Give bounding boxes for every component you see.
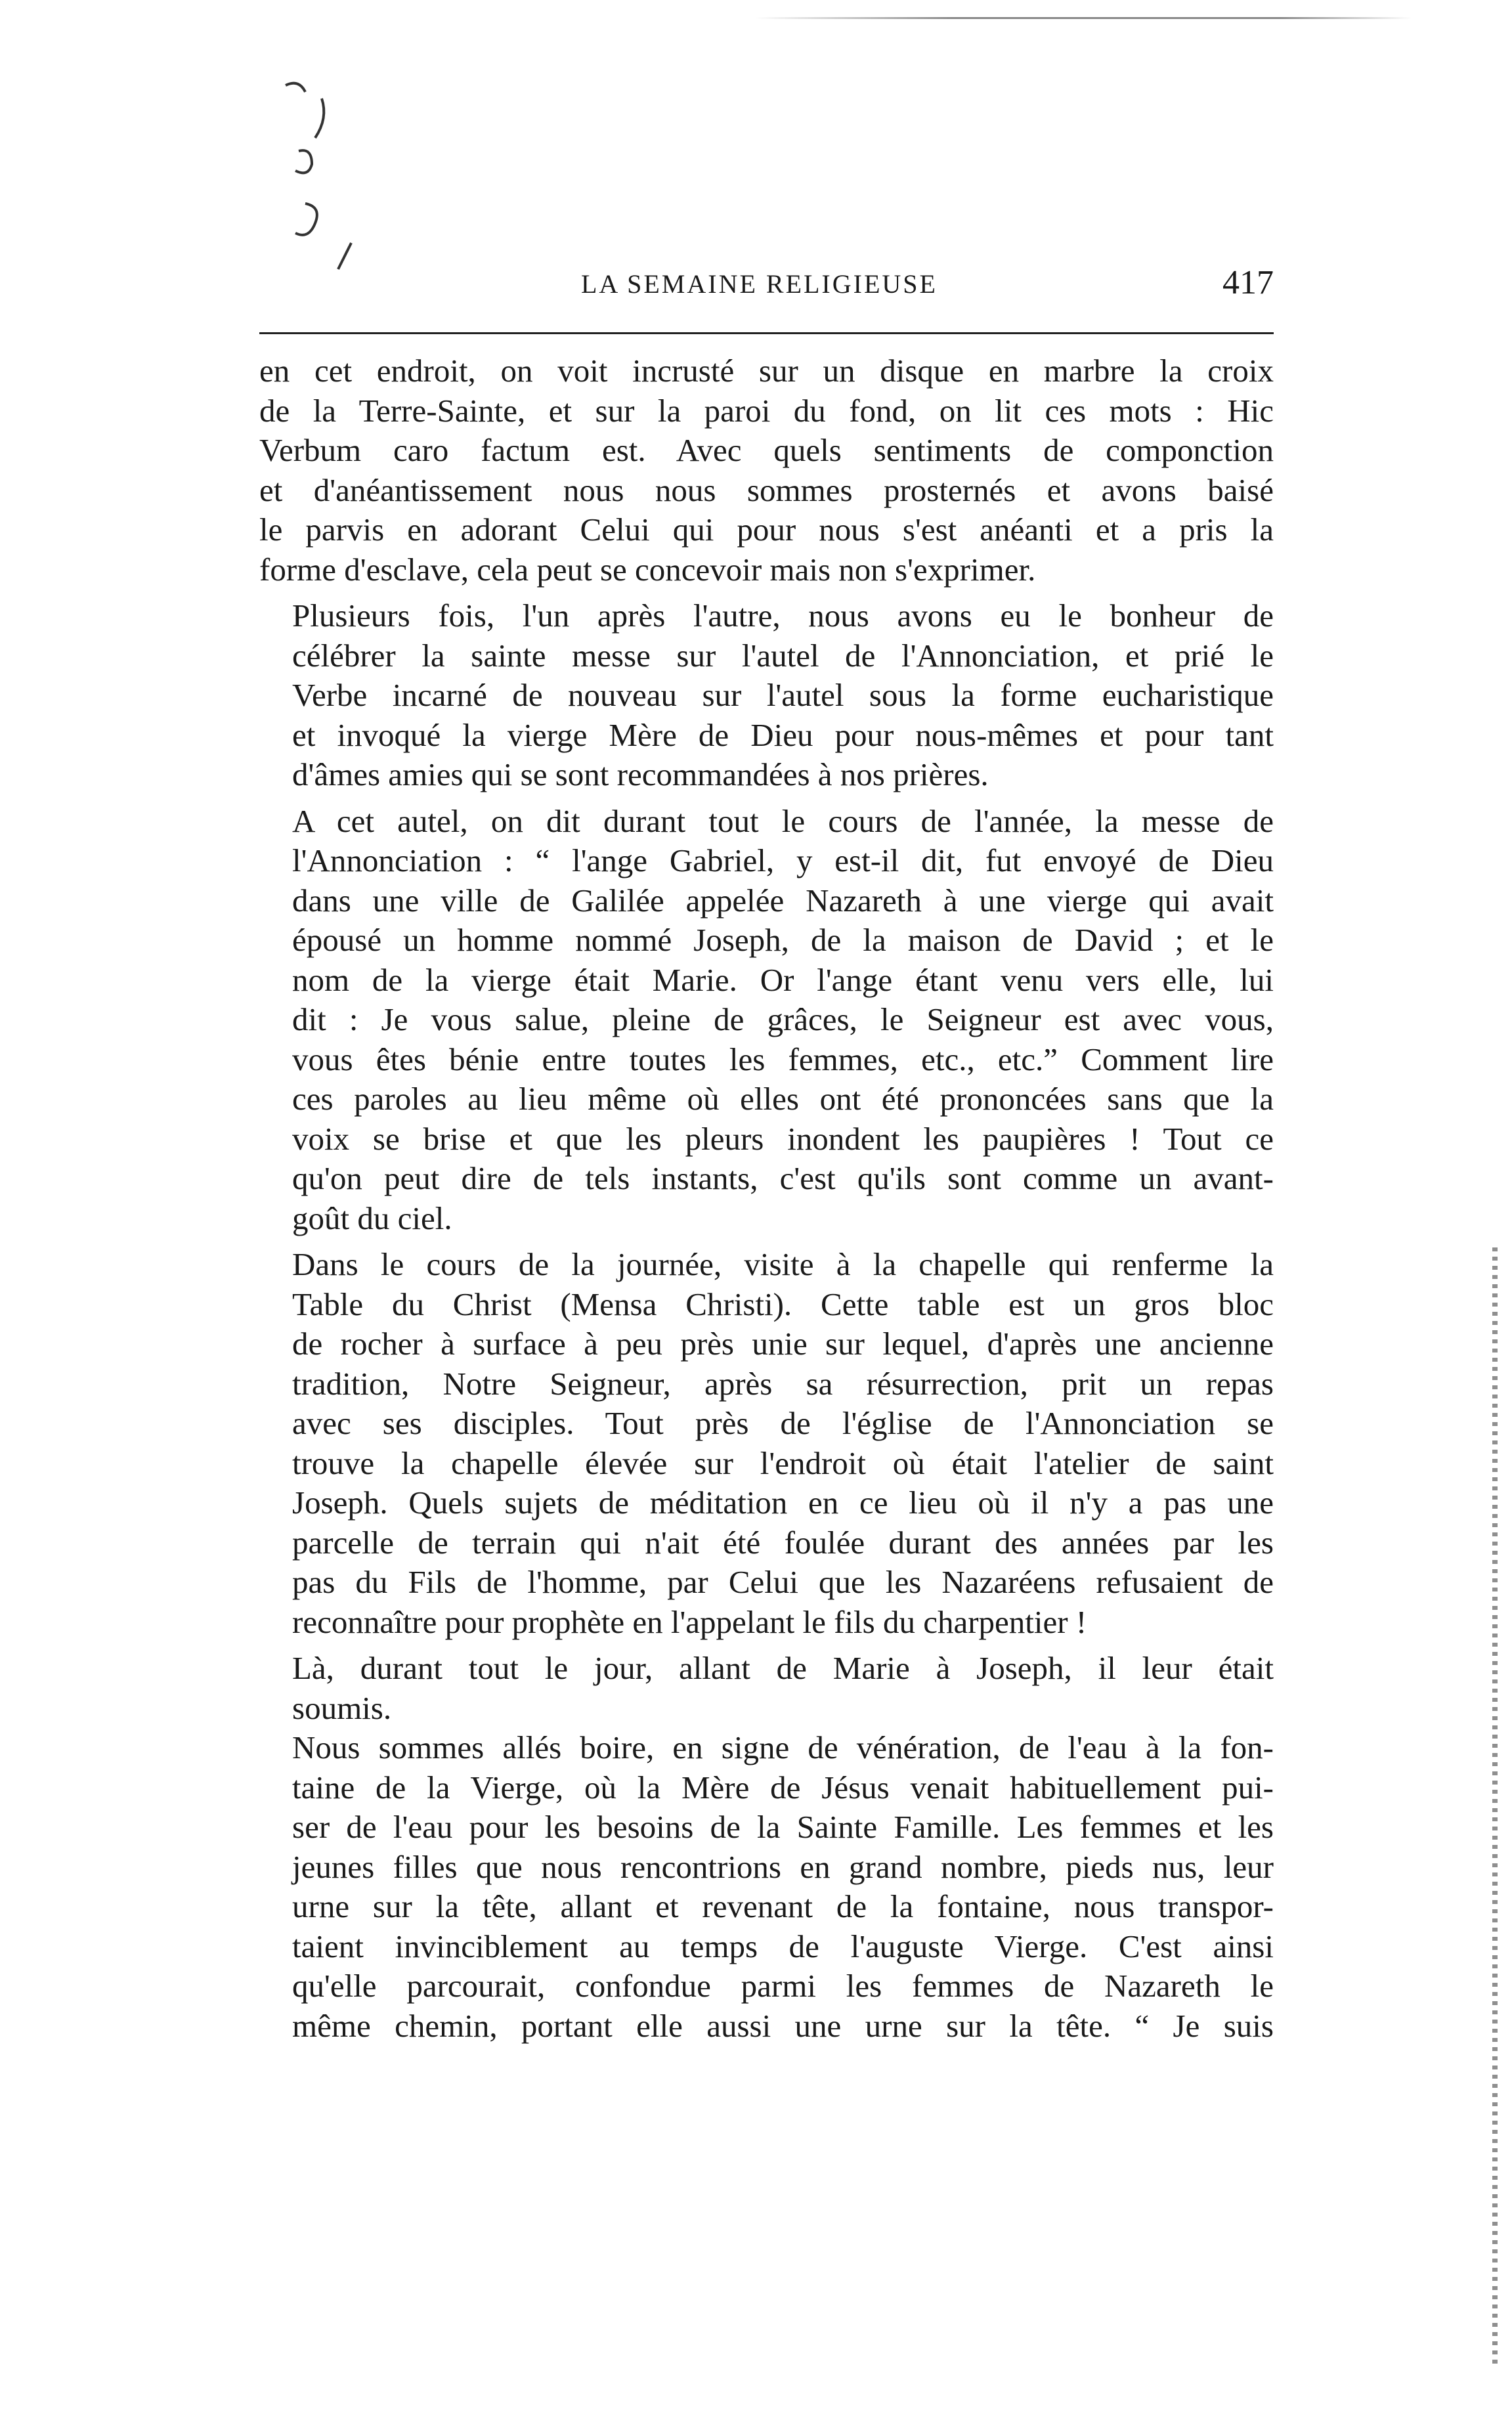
text-line: taient invinciblement au temps de l'auguste Vierge. C'est ainsi: [292, 1928, 1274, 1964]
paragraph-4: [259, 1245, 1274, 1642]
text-line: urne sur la tête, allant et revenant de la fontaine, nous transpor-: [292, 1888, 1274, 1924]
text-line: l'Annonciation : “ l'ange Gabriel, y est-il dit, fut envoyé de Dieu: [292, 842, 1274, 878]
text-line: d'âmes amies qui se sont recommandées à nos prières.: [292, 756, 989, 792]
text-line: nom de la vierge était Marie. Or l'ange étant venu vers elle, lui: [292, 961, 1274, 998]
text-line: de rocher à surface à peu près unie sur lequel, d'après une ancienne: [292, 1326, 1274, 1362]
text-line: parcelle de terrain qui n'ait été foulée durant des années par les: [292, 1524, 1274, 1561]
text-line: pas du Fils de l'homme, par Celui que les Nazaréens refusaient de: [292, 1564, 1274, 1600]
running-header: [259, 259, 1274, 305]
body-text: [259, 351, 1274, 2046]
text-line: Dans le cours de la journée, visite à la chapelle qui renferme la: [292, 1246, 1274, 1282]
text-line: trouve la chapelle élevée sur l'endroit où était l'atelier de saint: [292, 1444, 1274, 1481]
text-line: Joseph. Quels sujets de méditation en ce lieu où il n'y a pas une: [292, 1484, 1274, 1521]
text-line: ces paroles au lieu même où elles ont été prononcées sans que la: [292, 1081, 1274, 1117]
text-line: forme d'esclave, cela peut se concevoir mais non s'exprimer.: [259, 551, 1036, 588]
text-line: Nous sommes allés boire, en signe de vénération, de l'eau à la fon-: [292, 1729, 1274, 1765]
text-line: reconnaître pour prophète en l'appelant le fils du charpentier !: [292, 1603, 1087, 1640]
text-line: Là, durant tout le jour, allant de Marie à Joseph, il leur était: [292, 1650, 1274, 1686]
paragraph-2: [259, 596, 1274, 795]
text-line: A cet autel, on dit durant tout le cours de l'année, la messe de: [292, 802, 1274, 839]
text-line: dans une ville de Galilée appelée Nazareth à une vierge qui avait: [292, 882, 1274, 919]
text-line: dit : Je vous salue, pleine de grâces, le Seigneur est avec vous,: [292, 1001, 1274, 1037]
text-line: tradition, Notre Seigneur, après sa résurrection, prit un repas: [292, 1365, 1274, 1402]
paragraph-6: [259, 1728, 1274, 2046]
text-line: vous êtes bénie entre toutes les femmes, etc., etc.” Comment lire: [292, 1041, 1274, 1077]
text-line: de la Terre-Sainte, et sur la paroi du fond, on lit ces mots : Hic: [259, 392, 1274, 429]
text-line: jeunes filles que nous rencontrions en grand nombre, pieds nus, leur: [292, 1848, 1274, 1885]
text-line: taine de la Vierge, où la Mère de Jésus venait habituellement pui-: [292, 1769, 1274, 1806]
text-line: célébrer la sainte messe sur l'autel de l'Annonciation, et prié le: [292, 637, 1274, 674]
text-line: Plusieurs fois, l'un après l'autre, nous avons eu le bonheur de: [292, 597, 1274, 634]
text-line: le parvis en adorant Celui qui pour nous s'est anéanti et a pris la: [259, 511, 1274, 548]
text-line: Verbum caro factum est. Avec quels sentiments de componction: [259, 432, 1274, 468]
header-rule: [259, 332, 1274, 334]
running-head-title: LA SEMAINE RELIGIEUSE: [581, 269, 938, 299]
text-line: qu'on peut dire de tels instants, c'est qu'ils sont comme un avant-: [292, 1160, 1274, 1196]
text-line: et d'anéantissement nous nous sommes prosternés et avons baisé: [259, 471, 1274, 508]
page-number: 417: [1222, 264, 1274, 301]
text-line: soumis.: [292, 1689, 392, 1726]
text-line: Verbe incarné de nouveau sur l'autel sous la forme eucharistique: [292, 677, 1274, 713]
scan-right-edge-mark: [1492, 1247, 1498, 2364]
text-line: avec ses disciples. Tout près de l'église de l'Annonciation se: [292, 1405, 1274, 1441]
text-line: et invoqué la vierge Mère de Dieu pour nous-mêmes et pour tant: [292, 716, 1274, 753]
text-line: même chemin, portant elle aussi une urne sur la tête. “ Je suis: [292, 2007, 1274, 2044]
margin-pencil-marks: [259, 72, 417, 282]
text-line: ser de l'eau pour les besoins de la Sainte Famille. Les femmes et les: [292, 1809, 1274, 1845]
text-line: épousé un homme nommé Joseph, de la maison de David ; et le: [292, 922, 1274, 958]
paragraph-3: [259, 802, 1274, 1239]
text-line: voix se brise et que les pleurs inondent les paupières ! Tout ce: [292, 1120, 1274, 1157]
scan-top-edge-mark: [755, 17, 1412, 19]
text-line: goût du ciel.: [292, 1200, 452, 1236]
paragraph-1: [259, 351, 1274, 590]
paragraph-5: [259, 1649, 1274, 1728]
text-line: Table du Christ (Mensa Christi). Cette table est un gros bloc: [292, 1286, 1274, 1322]
text-line: en cet endroit, on voit incrusté sur un disque en marbre la croix: [259, 353, 1274, 389]
text-line: qu'elle parcourait, confondue parmi les femmes de Nazareth le: [292, 1968, 1274, 2004]
